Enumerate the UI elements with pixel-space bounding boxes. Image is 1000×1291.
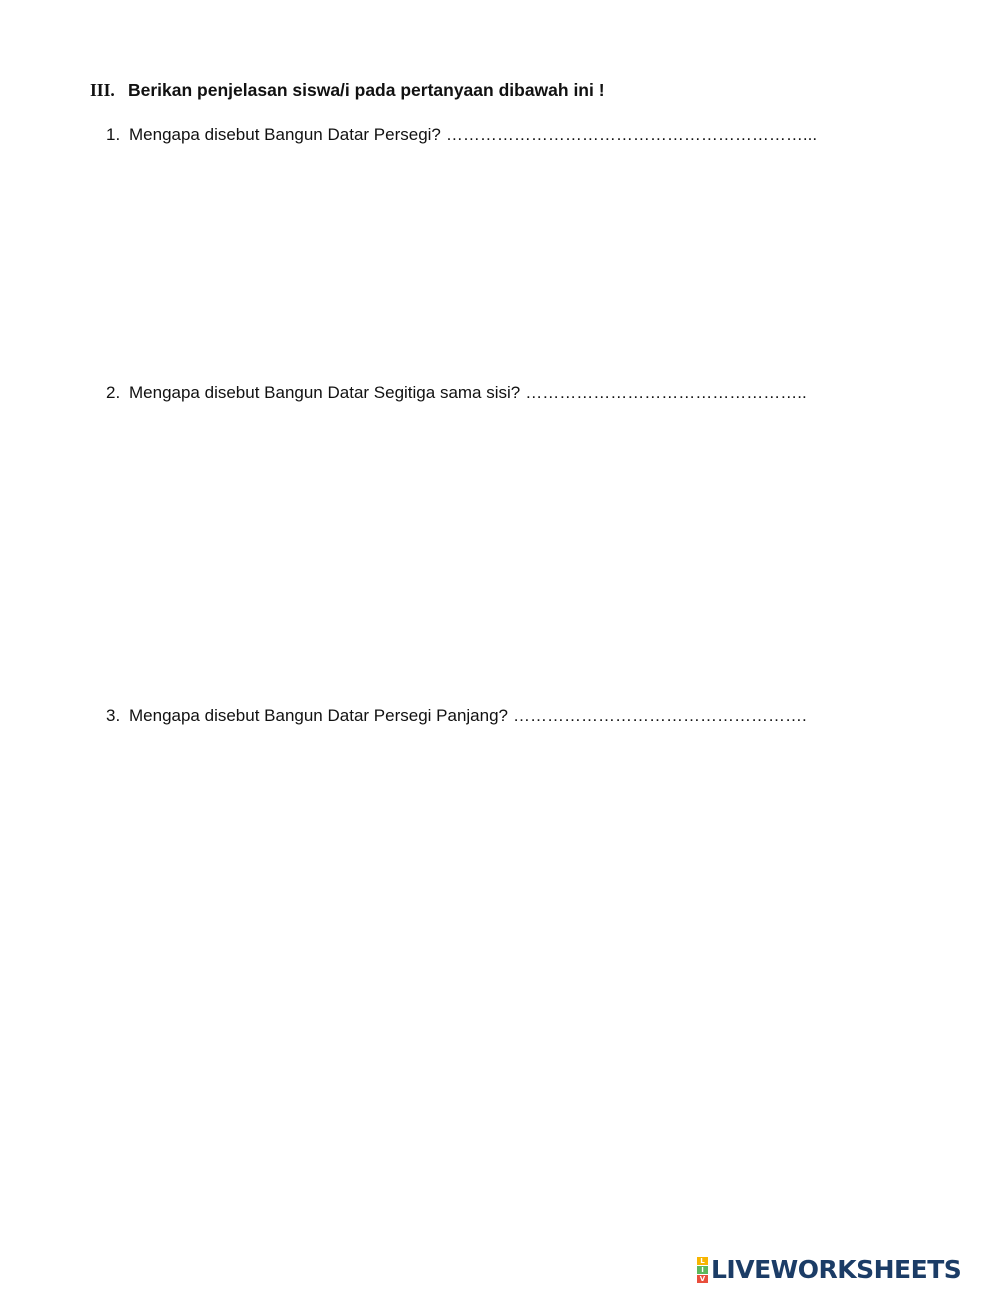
- section-heading: [90, 80, 605, 101]
- answer-blank[interactable]: …………………………………………….: [513, 706, 807, 725]
- logo-blocks-icon: [697, 1257, 708, 1283]
- question-1: [106, 125, 817, 145]
- question-2: [106, 383, 807, 403]
- logo-block-i: I: [697, 1266, 708, 1274]
- logo-block-v: V: [697, 1275, 708, 1283]
- section-number: III.: [90, 80, 115, 100]
- logo-block-l: L: [697, 1257, 708, 1265]
- question-text: Mengapa disebut Bangun Datar Segitiga sama sisi?: [129, 383, 521, 402]
- question-3: [106, 706, 807, 726]
- logo-text: LIVEWORKSHEETS: [711, 1255, 962, 1284]
- question-text: Mengapa disebut Bangun Datar Persegi Panjang?: [129, 706, 508, 725]
- question-number: 2.: [106, 383, 121, 402]
- question-number: 1.: [106, 125, 121, 144]
- answer-blank[interactable]: …………………………………………..: [525, 383, 807, 402]
- answer-blank[interactable]: ………………………………………………………...: [445, 125, 818, 144]
- liveworksheets-logo: [697, 1255, 961, 1285]
- question-number: 3.: [106, 706, 121, 725]
- section-title: Berikan penjelasan siswa/i pada pertanyaan dibawah ini !: [128, 80, 605, 100]
- question-text: Mengapa disebut Bangun Datar Persegi?: [129, 125, 441, 144]
